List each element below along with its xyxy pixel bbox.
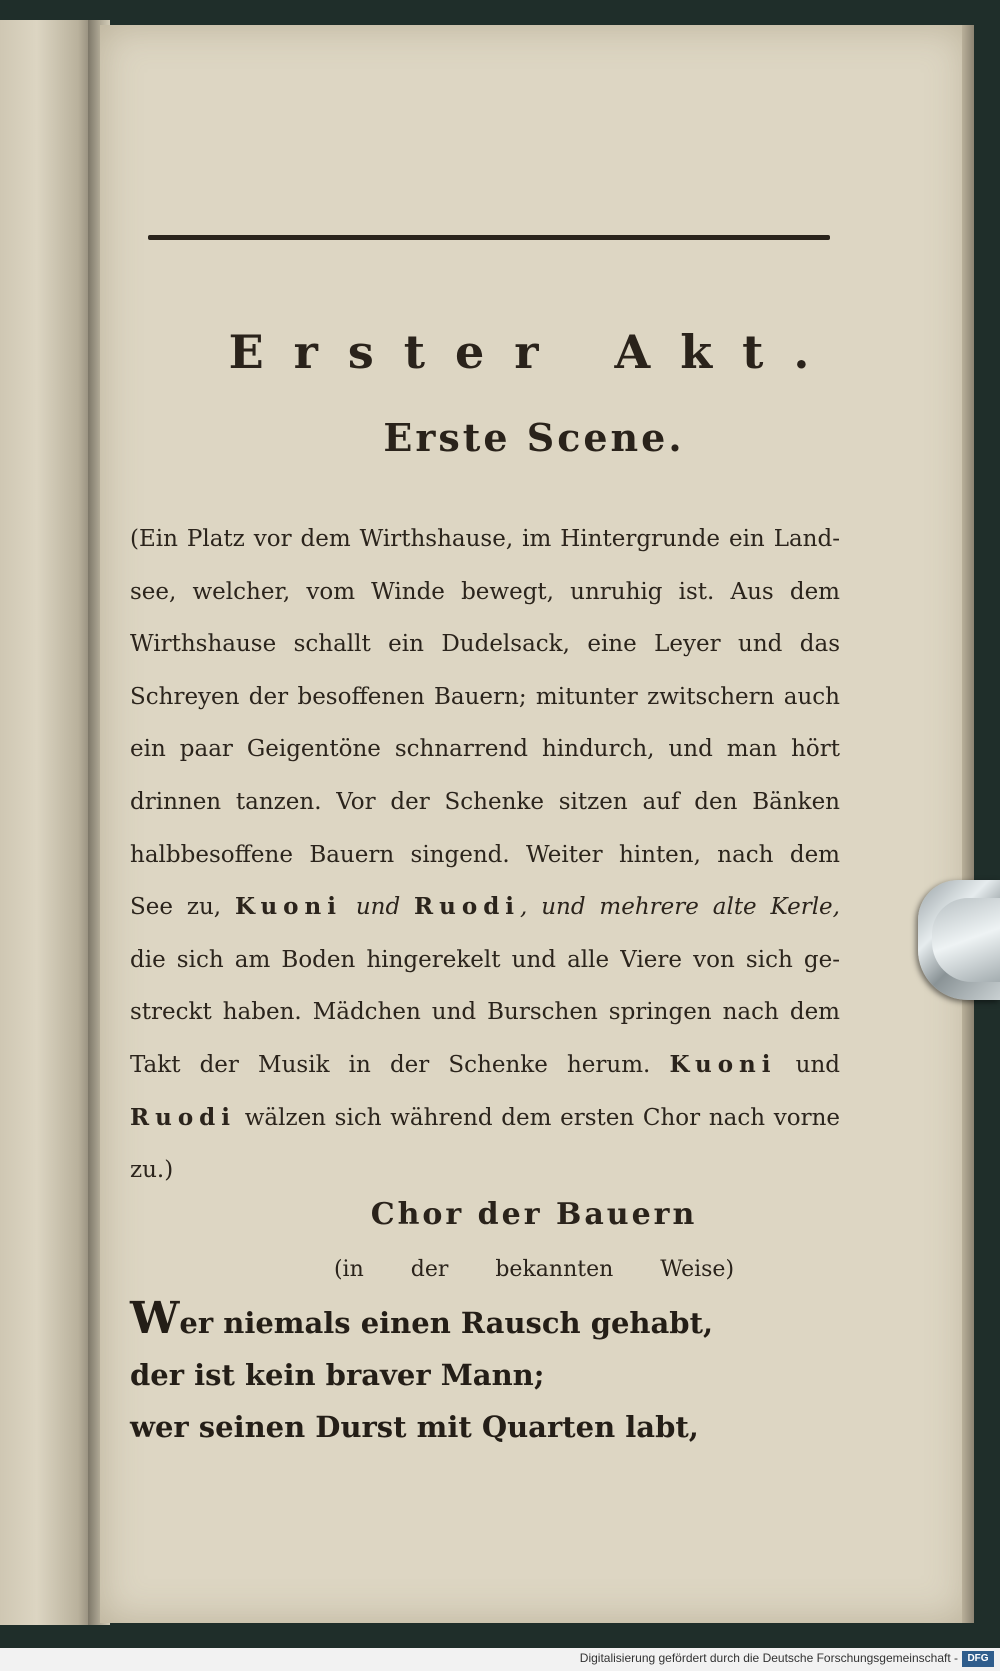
character-name: Ruodi [414,893,521,921]
stage-text: halbbesoffene Bauern singend. Weiter hinten, nach dem [130,841,840,868]
stage-direction-line [130,723,840,776]
footer-credit: Digitalisierung gefördert durch die Deutsche Forschungsgemeinschaft - [579,1651,958,1665]
chorus-title: Chor der Bauern [370,1197,698,1232]
stage-text: Wirthshause schallt ein Dudelsack, eine Leyer und das [130,631,840,658]
stage-text: die sich am Boden hingerekelt und alle Viere von sich ge- [130,946,840,973]
drop-cap: W [130,1293,180,1344]
act-title: Erster Akt. [228,325,840,379]
character-name: Ruodi [130,1103,236,1131]
stage-direction-line [130,1144,840,1197]
stage-text: , und mehrere alte Kerle, [520,894,840,921]
verse-line [130,1293,830,1349]
stage-text: und [341,894,415,921]
dfg-logo[interactable]: DFG [962,1651,994,1667]
footer-bar [0,1648,1000,1671]
stage-text: zu.) [130,1157,174,1184]
stage-direction-line [130,618,840,671]
stage-direction-line [130,1039,840,1092]
page-clip-shine [932,898,1000,982]
stage-text: (Ein Platz vor dem Wirthshause, im Hintergrunde ein Land- [130,526,840,552]
stage-text: See zu, [130,894,235,921]
stage-text: wälzen sich während dem ersten Chor nach vorne [236,1104,840,1131]
stage-text: und [776,1051,840,1078]
stage-text: drinnen tanzen. Vor der Schenke sitzen auf den Bänken [130,788,840,815]
scene-title: Erste Scene. [383,415,685,460]
stage-direction [130,513,840,1197]
header-rule [148,235,830,240]
stage-direction-line [130,1092,840,1145]
stage-direction-line [130,881,840,934]
chorus-note: (in der bekannten Weise) [333,1257,735,1282]
stage-text: see, welcher, vom Winde bewegt, unruhig ist. Aus dem [130,578,840,605]
book-page [100,25,968,1623]
verse-line-text: er niemals einen Rausch gehabt, [179,1306,714,1340]
facing-page-edge [0,20,92,1625]
stage-direction-line [130,671,840,724]
stage-direction-line [130,566,840,619]
verse [130,1293,830,1453]
stage-text: ein paar Geigentöne schnarrend hindurch, und man hört [130,736,840,763]
page-clip [918,880,1000,1000]
verse-line: wer seinen Durst mit Quarten labt, [130,1410,699,1444]
stage-direction-line [130,986,840,1039]
stage-direction-line [130,829,840,882]
character-name: Kuoni [234,893,342,921]
stage-direction-line [130,513,840,566]
verse-line: der ist kein braver Mann; [130,1358,545,1392]
stage-text: Schreyen der besoffenen Bauern; mitunter zwitschern auch [130,683,840,710]
stage-direction-line [130,934,840,987]
page-edge [962,25,974,1623]
stage-text: streckt haben. Mädchen und Burschen springen nach dem [130,999,840,1026]
character-name: Kuoni [669,1050,777,1078]
stage-text: Takt der Musik in der Schenke herum. [130,1051,670,1078]
stage-direction-line [130,776,840,829]
